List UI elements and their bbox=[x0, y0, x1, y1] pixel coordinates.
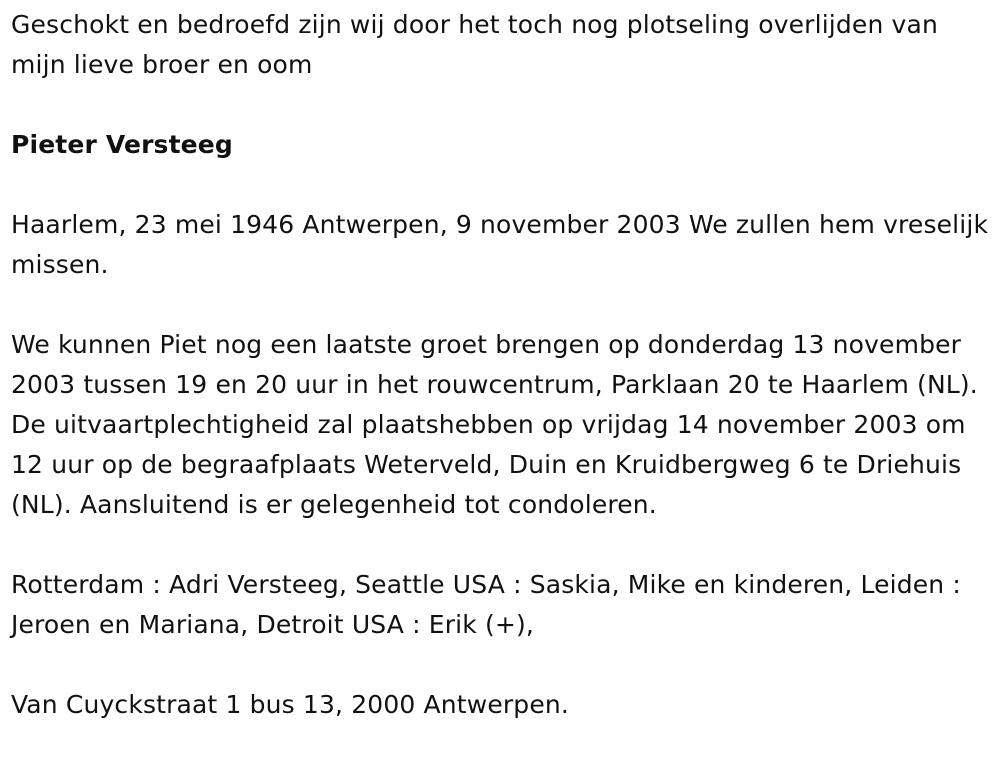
obituary-document bbox=[11, 5, 996, 725]
ceremony-paragraph: We kunnen Piet nog een laatste groet brengen op donderdag 13 november 2003 tussen 19 en 20 uur in het rouwcentrum, Parklaan 20 te Haarlem (NL). De uitvaartplechtigheid zal plaatshebben op vrijdag 14 november 2003 om 12 uur op de begraafplaats Weterveld, Duin en Kruidbergweg 6 te Driehuis (NL). Aansluitend is er gelegenheid tot condoleren. bbox=[11, 330, 978, 519]
deceased-name: Pieter Versteeg bbox=[11, 130, 233, 159]
family-paragraph: Rotterdam : Adri Versteeg, Seattle USA : Saskia, Mike en kinderen, Leiden : Jeroen en Mariana, Detroit USA : Erik (+), bbox=[11, 570, 961, 639]
intro-paragraph: Geschokt en bedroefd zijn wij door het toch nog plotseling overlijden van mijn lieve broer en oom bbox=[11, 10, 938, 79]
address-paragraph: Van Cuyckstraat 1 bus 13, 2000 Antwerpen. bbox=[11, 690, 569, 719]
dates-paragraph: Haarlem, 23 mei 1946 Antwerpen, 9 november 2003 We zullen hem vreselijk missen. bbox=[11, 210, 989, 279]
